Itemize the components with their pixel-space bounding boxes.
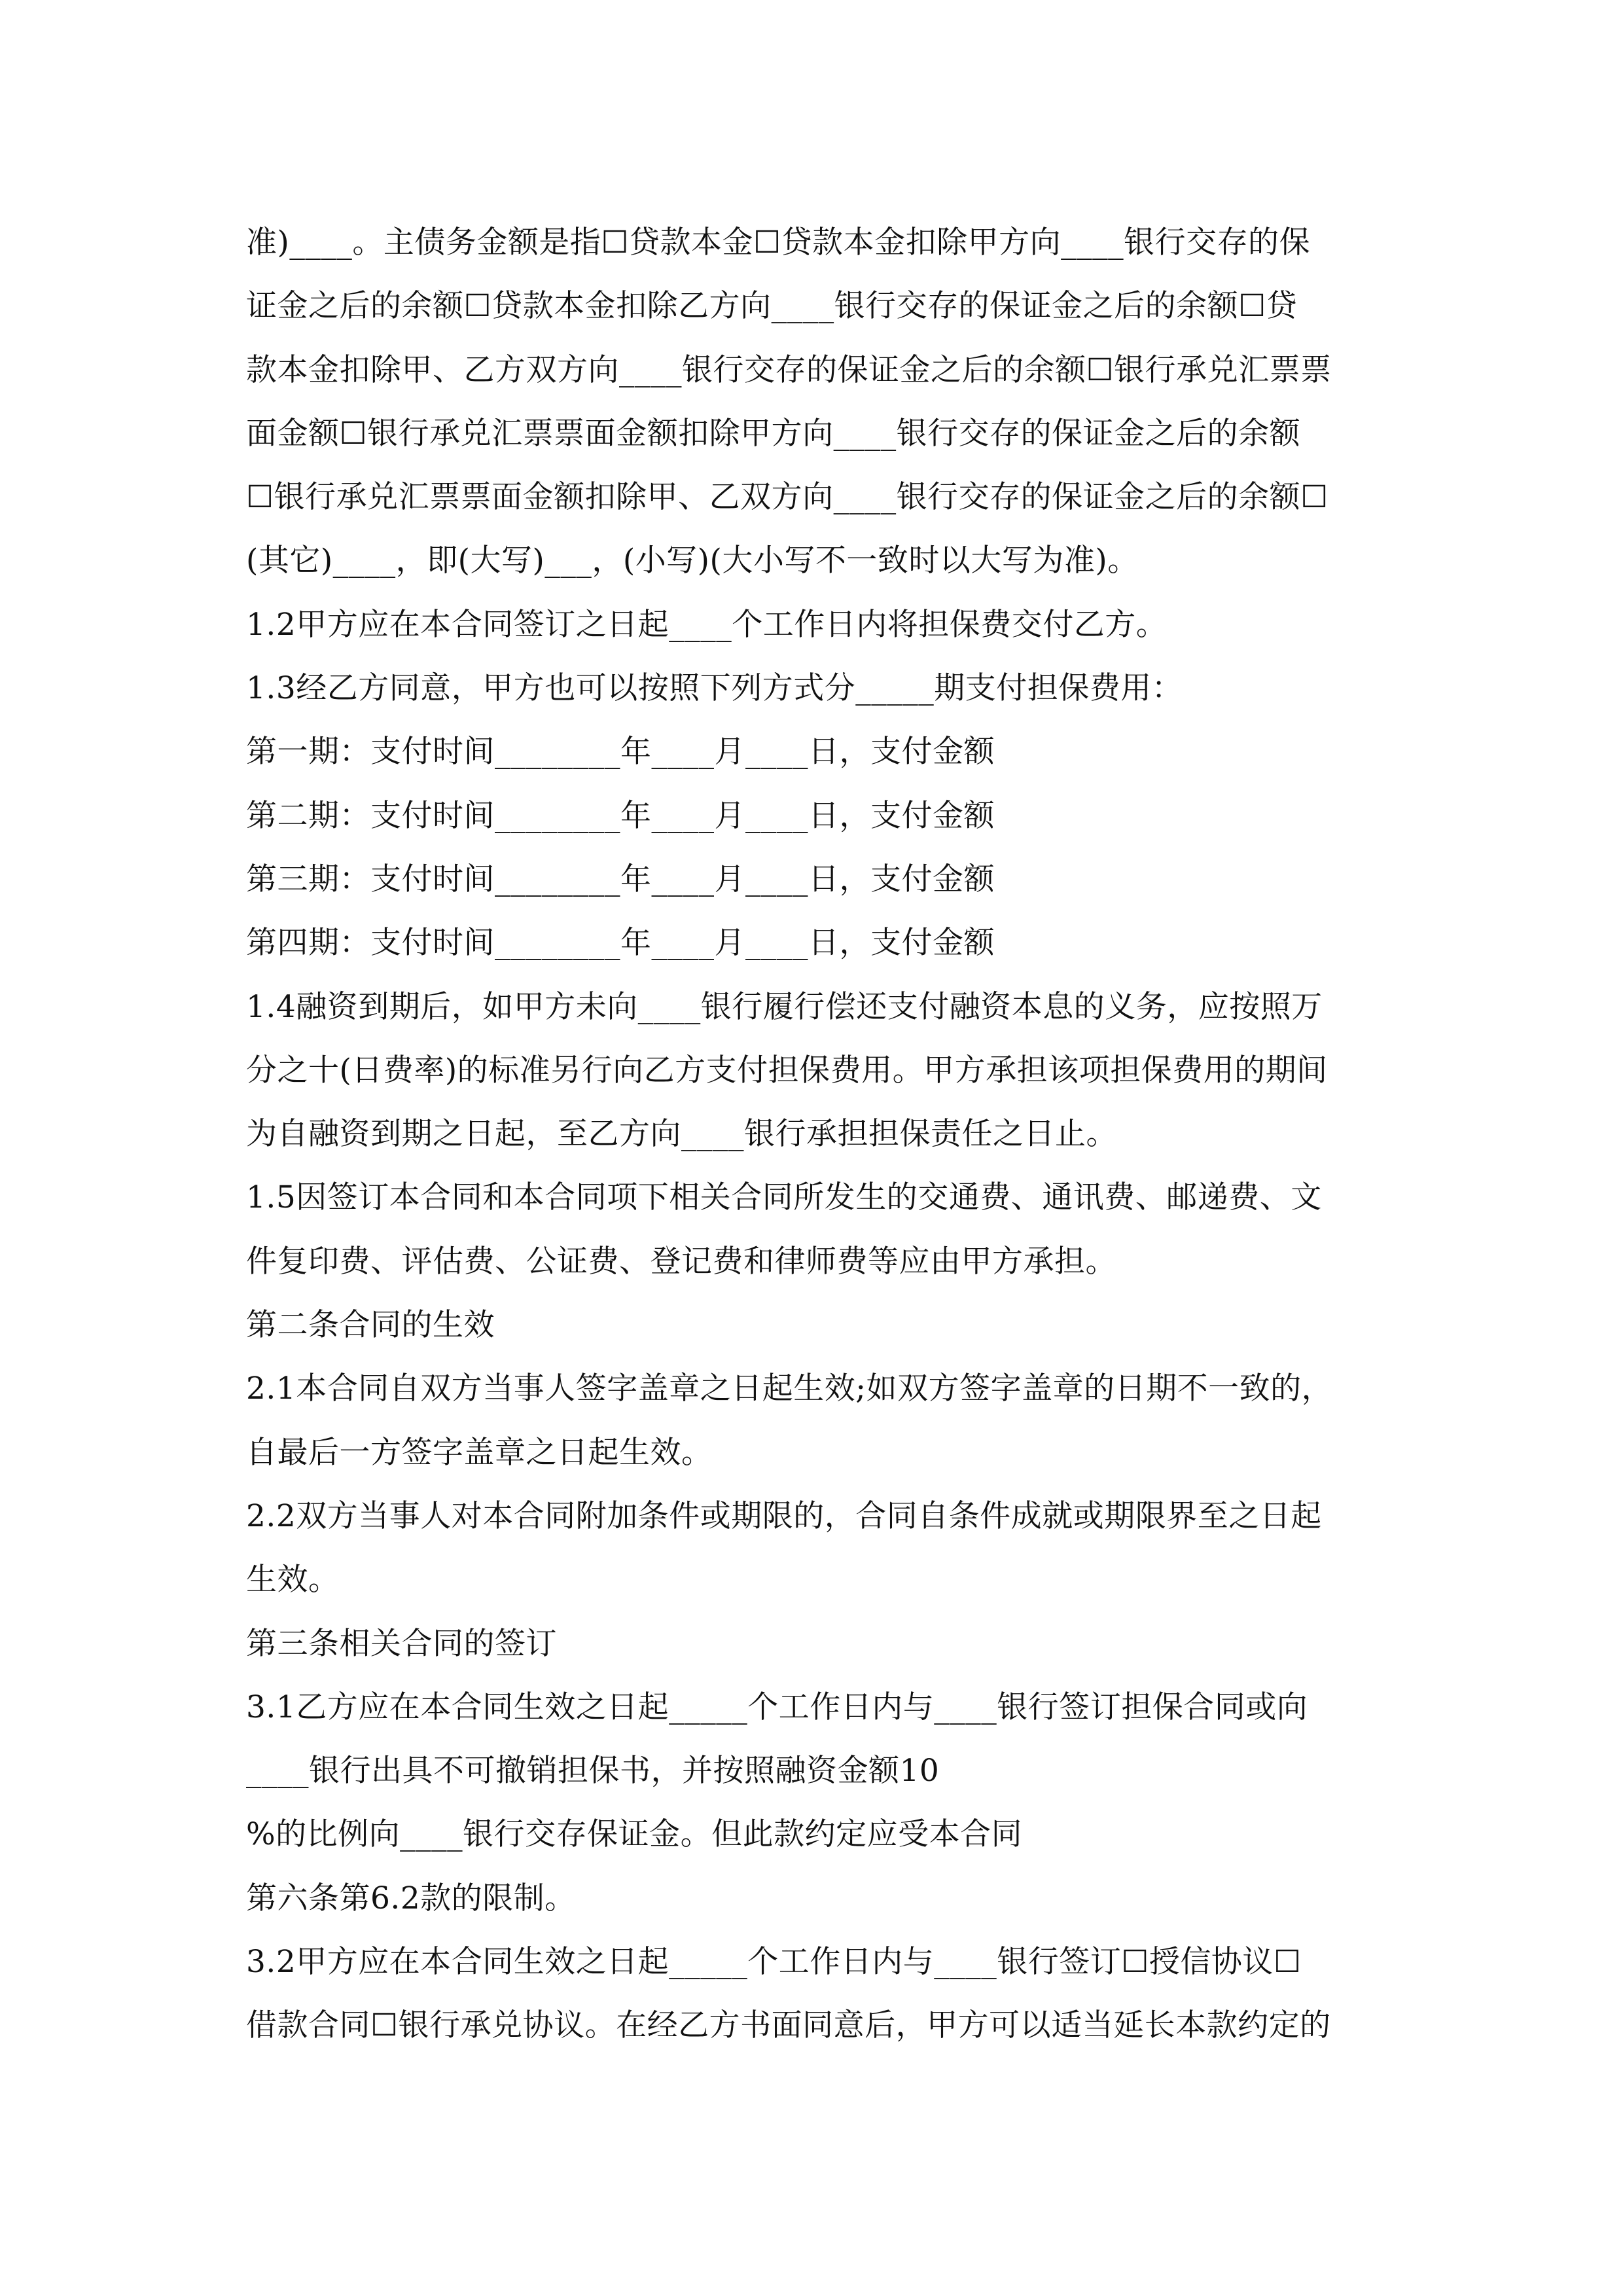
installment-2: 第二期：支付时间________年____月____日，支付金额 xyxy=(246,797,995,834)
clause-1-4: 1.4融资到期后，如甲方未向____银行履行偿还支付融资本息的义务，应按照万 xyxy=(246,988,1323,1025)
clause-3-1: 3.1乙方应在本合同生效之日起_____个工作日内与____银行签订担保合同或向 xyxy=(246,1689,1308,1725)
text-line: (其它)____，即(大写)___，(小写)(大小写不一致时以大写为准)。 xyxy=(246,543,1139,579)
installment-1: 第一期：支付时间________年____月____日，支付金额 xyxy=(246,734,995,770)
text-line: 件复印费、评估费、公证费、登记费和律师费等应由甲方承担。 xyxy=(246,1243,1116,1280)
text-line: 证金之后的余额☐贷款本金扣除乙方向____银行交存的保证金之后的余额☐贷 xyxy=(246,288,1298,325)
text-line: 生效。 xyxy=(246,1562,340,1598)
text-line: 第六条第6.2款的限制。 xyxy=(246,1880,576,1916)
text-line: ☐银行承兑汇票票面金额扣除甲、乙双方向____银行交存的保证金之后的余额☐ xyxy=(246,479,1329,516)
text-line: 款本金扣除甲、乙方双方向____银行交存的保证金之后的余额☐银行承兑汇票票 xyxy=(246,351,1332,388)
text-line: 为自融资到期之日起，至乙方向____银行承担担保责任之日止。 xyxy=(246,1116,1117,1153)
clause-1-2: 1.2甲方应在本合同签订之日起____个工作日内将担保费交付乙方。 xyxy=(246,606,1168,643)
text-line: 借款合同☐银行承兑协议。在经乙方书面同意后，甲方可以适当延长本款约定的 xyxy=(246,2007,1331,2044)
clause-2-2: 2.2双方当事人对本合同附加条件或期限的，合同自条件成就或期限界至之日起 xyxy=(246,1498,1322,1534)
contract-text-body xyxy=(246,211,1385,2058)
clause-2-1: 2.1本合同自双方当事人签字盖章之日起生效;如双方签字盖章的日期不一致的， xyxy=(246,1371,1333,1407)
text-line: 分之十(日费率)的标准另行向乙方支付担保费用。甲方承担该项担保费用的期间 xyxy=(246,1052,1328,1088)
text-line: 面金额☐银行承兑汇票票面金额扣除甲方向____银行交存的保证金之后的余额 xyxy=(246,415,1301,452)
text-line: ____银行出具不可撤销担保书，并按照融资金额10 xyxy=(246,1753,940,1789)
article-2-heading: 第二条合同的生效 xyxy=(246,1307,495,1344)
clause-1-3: 1.3经乙方同意，甲方也可以按照下列方式分_____期支付担保费用： xyxy=(246,670,1183,707)
text-line: 准)____。主债务金额是指☐贷款本金☐贷款本金扣除甲方向____银行交存的保 xyxy=(246,224,1311,260)
installment-3: 第三期：支付时间________年____月____日，支付金额 xyxy=(246,861,995,897)
article-3-heading: 第三条相关合同的签订 xyxy=(246,1625,557,1662)
text-line: %的比例向____银行交存保证金。但此款约定应受本合同 xyxy=(246,1816,1023,1853)
clause-3-2: 3.2甲方应在本合同生效之日起_____个工作日内与____银行签订☐授信协议☐ xyxy=(246,1944,1302,1981)
clause-1-5: 1.5因签订本合同和本合同项下相关合同所发生的交通费、通讯费、邮递费、文 xyxy=(246,1179,1322,1216)
installment-4: 第四期：支付时间________年____月____日，支付金额 xyxy=(246,925,995,961)
text-line: 自最后一方签字盖章之日起生效。 xyxy=(246,1434,713,1471)
